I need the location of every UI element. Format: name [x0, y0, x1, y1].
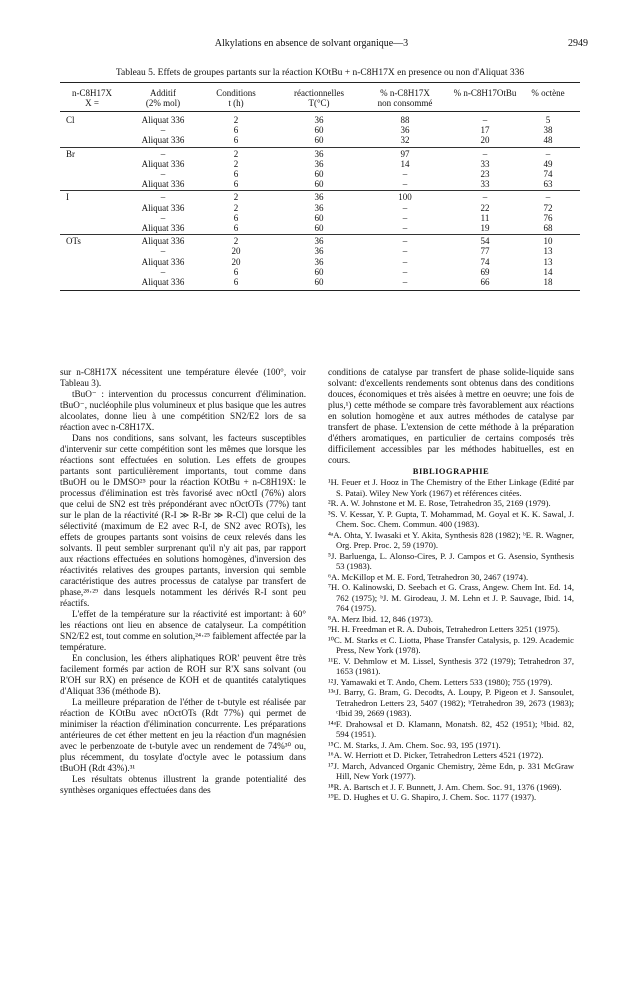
- paragraph: tBuO⁻ : intervention du processus concurrent d'élimination. tBuO⁻, nucléophile plus volumineux et plus basique que les autres alcoolates, donne lieu à une compétition SN2/E2 lors de sa réaction avec n-C8H17X.: [60, 389, 306, 432]
- table-cell: 11: [480, 212, 490, 223]
- reference-item: ¹⁷J. March, Advanced Organic Chemistry, 2ème Edn, p. 331 McGraw Hill, New York (1977).: [328, 760, 574, 781]
- table-cell: 14: [400, 158, 410, 169]
- table-cell: 2: [233, 148, 239, 159]
- table-cell: 76: [543, 212, 553, 223]
- table-cell: –: [160, 192, 166, 203]
- table-cell: 48: [543, 135, 553, 146]
- running-title: Alkylations en absence de solvant organique—3: [214, 38, 409, 49]
- table-cell: 74: [543, 169, 553, 179]
- table-cell: 88: [400, 115, 410, 125]
- reference-item: ⁷H. O. Kalinowski, D. Seebach et G. Crass, Angew. Chem Int. Ed. 14, 762 (1975); ᵇJ. M. Girodeau, J. M. Lehn et J. P. Sauvage, Ibid. 14, 764 (1975).: [328, 582, 574, 613]
- table-cell: 20: [231, 256, 241, 267]
- table-cell: 60: [314, 179, 324, 190]
- table-cell: 20: [231, 246, 241, 257]
- table-cell: 63: [543, 179, 553, 190]
- table-cell: Aliquat 336: [141, 115, 185, 125]
- table-cell: 2: [233, 236, 239, 247]
- table-cell: –: [402, 246, 408, 257]
- reference-item: ³S. V. Kessar, Y. P. Gupta, T. Mohammad, M. Goyal et K. K. Sawal, J. Chem. Soc. Chem. Commun. 400 (1983).: [328, 508, 574, 529]
- reference-list: [328, 477, 574, 803]
- table-cell: –: [402, 256, 408, 267]
- table-cell: 54: [480, 236, 490, 247]
- group-divider: [60, 190, 580, 191]
- column-header: % octène: [531, 88, 565, 98]
- table-cell: Aliquat 336: [141, 202, 185, 213]
- table-cell: 6: [233, 169, 239, 179]
- table-cell: –: [160, 246, 166, 257]
- table-cell: –: [402, 277, 408, 287]
- paragraph: conditions de catalyse par transfert de phase solide-liquide sans solvant: d'excellents rendements sont obtenus dans des conditions douces, économiques et très aisées à mettre en oeuvre; une fois de plus,¹) cette méthode se compare très favorablement aux réactions en solution homogène et aux autres méthodes de catalyse par transfert de phase. L'extension de cette méthode à la préparation d'éthers aromatiques, en particulier de certains composés très difficilement accessibles par les méthodes habituelles, est en cours.: [328, 367, 574, 465]
- table-cell: Aliquat 336: [141, 223, 185, 233]
- table-cell: 36: [314, 236, 324, 247]
- table-cell: 60: [314, 266, 324, 277]
- paragraph: L'effet de la température sur la réactivité est important: à 60° les réactions ont lieu en absence de catalyseur. La compétition SN2/E2 est, tout comme en solution,²⁴·²⁵ faiblement affectée par la température.: [60, 609, 306, 652]
- table-cell: 74: [480, 256, 490, 267]
- running-header: [0, 38, 623, 52]
- table-cell: –: [402, 179, 408, 190]
- column-header: Additif (2% mol): [145, 88, 181, 108]
- table-cell: 60: [314, 135, 324, 146]
- table-cell: 6: [233, 266, 239, 277]
- table-cell: 22: [480, 202, 490, 213]
- table-bottom-rule: [60, 290, 580, 291]
- table-cell: 6: [233, 179, 239, 190]
- table-cell: –: [545, 192, 551, 203]
- table-cell: –: [160, 148, 166, 159]
- table-cell: 6: [233, 125, 239, 136]
- table-cell: 60: [314, 277, 324, 287]
- table-cell: –: [402, 212, 408, 223]
- table-cell: 100: [398, 192, 412, 203]
- table-cell: 36: [314, 246, 324, 257]
- table-cell: –: [160, 169, 166, 179]
- reference-item: ¹²J. Yamawaki et T. Ando, Chem. Letters 533 (1980); 755 (1979).: [328, 676, 553, 687]
- table-cell: 60: [314, 125, 324, 136]
- column-header: Conditions t (h): [216, 88, 256, 108]
- table-cell: 36: [314, 115, 324, 125]
- table-cell: –: [402, 223, 408, 233]
- table-cell: 38: [543, 125, 553, 136]
- paragraph: En conclusion, les éthers aliphatiques ROR' peuvent être très facilement formés par action de ROH sur R'X sans solvant (ou R'OH sur RX) en présence de KOH et de quantités catalytiques d'Aliquat 336 (méthode B).: [60, 653, 306, 696]
- table-cell: 66: [480, 277, 490, 287]
- table-cell: –: [545, 148, 551, 159]
- table-cell: 6: [233, 277, 239, 287]
- table-cell: 14: [543, 266, 553, 277]
- table-cell: 23: [480, 169, 490, 179]
- table-cell: –: [402, 202, 408, 213]
- column-header: % n-C8H17X non consommé: [377, 88, 433, 108]
- table-cell: 2: [233, 158, 239, 169]
- table-cell: –: [482, 192, 488, 203]
- paragraph: La meilleure préparation de l'éther de t-butyle est réalisée par réaction de KOtBu avec nOctOTs (Rdt 77%) qui permet de minimiser la réaction d'élimination concurrente. Les préparations antérieures de cet éther mettent en jeu la réaction d'un magnésien avec le perbenzoate de t-butyle avec un rendement de 74%³⁰ ou, plus récemment, du tosylate d'octyle avec le potassium dans tBuOH (Rdt 43%).³¹: [60, 697, 306, 773]
- table-cell: –: [402, 236, 408, 247]
- reference-item: ¹⁶A. W. Herriott et D. Picker, Tetrahedron Letters 4521 (1972).: [328, 750, 544, 760]
- table-cell: –: [160, 125, 166, 136]
- table-cell: –: [402, 169, 408, 179]
- table-cell: 36: [314, 148, 324, 159]
- table-cell: 97: [400, 148, 410, 159]
- table-cell: Aliquat 336: [141, 158, 185, 169]
- reference-item: ¹¹E. V. Dehmlow et M. Lissel, Synthesis 372 (1979); Tetrahedron 37, 1653 (1981).: [328, 655, 574, 676]
- table-cell: Aliquat 336: [141, 236, 185, 247]
- table-cell: 36: [314, 158, 324, 169]
- table-cell: 77: [480, 246, 490, 257]
- table-cell: –: [160, 266, 166, 277]
- table-cell: –: [402, 266, 408, 277]
- table-cell: –: [160, 212, 166, 223]
- table-cell: 60: [314, 223, 324, 233]
- table-cell: 69: [480, 266, 490, 277]
- table-cell: 36: [400, 125, 410, 136]
- row-group-label: Cl: [66, 115, 75, 125]
- table-caption: Tableau 5. Effets de groupes partants sur la réaction KOtBu + n-C8H17X en presence ou non d'Aliquat 336: [115, 68, 525, 78]
- table-cell: 18: [543, 277, 553, 287]
- reference-item: ⁶A. McKillop et M. E. Ford, Tetrahedron 30, 2467 (1974).: [328, 571, 529, 582]
- reference-item: ¹H. Feuer et J. Hooz in The Chemistry of the Ether Linkage (Edité par S. Patai). Wiley New York (1967) et références citées.: [328, 477, 574, 498]
- column-header: % n-C8H17OtBu: [453, 88, 517, 98]
- table-cell: 6: [233, 135, 239, 146]
- row-group-label: I: [66, 192, 69, 203]
- table-cell: 36: [314, 192, 324, 203]
- table-cell: 68: [543, 223, 553, 233]
- table-cell: 19: [480, 223, 490, 233]
- table-cell: 33: [480, 179, 490, 190]
- table-cell: 72: [543, 202, 553, 213]
- table-cell: 10: [543, 236, 553, 247]
- reference-item: ¹⁴ᵃF. Drahowsal et D. Klamann, Monatsh. 82, 452 (1951); ᵇIbid. 82, 594 (1951).: [328, 718, 574, 739]
- column-header: n-C8H17X X =: [72, 88, 112, 108]
- table-cell: 36: [314, 256, 324, 267]
- table-cell: 32: [400, 135, 410, 146]
- table-header-rule: [60, 111, 580, 112]
- group-divider: [60, 147, 580, 148]
- table-cell: Aliquat 336: [141, 179, 185, 190]
- reference-item: ⁸A. Merz Ibid. 12, 846 (1973).: [328, 613, 433, 624]
- table-cell: Aliquat 336: [141, 277, 185, 287]
- table-cell: Aliquat 336: [141, 256, 185, 267]
- table-cell: 60: [314, 212, 324, 223]
- table-cell: 6: [233, 223, 239, 233]
- reference-item: ⁴ᵃA. Ohta, Y. Iwasaki et Y. Akita, Synthesis 828 (1982); ᵇE. R. Wagner, Org. Prep. Proc. 2, 59 (1970).: [328, 529, 574, 550]
- table-cell: 6: [233, 212, 239, 223]
- paragraph: sur n-C8H17X nécessitent une température élevée (100°, voir Tableau 3).: [60, 367, 306, 388]
- row-group-label: OTs: [66, 236, 81, 247]
- reference-item: ⁹H. H. Freedman et R. A. Dubois, Tetrahedron Letters 3251 (1975).: [328, 624, 560, 634]
- table-cell: 60: [314, 169, 324, 179]
- row-group-label: Br: [66, 148, 75, 159]
- reference-item: ¹³ᵃJ. Barry, G. Bram, G. Decodts, A. Loupy, P. Pigeon et J. Sansoulet, Tetrahedron Letters 23, 5407 (1982); ᵇTetrahedron 39, 2673 (1983); ᶜIbid 39, 2669 (1983).: [328, 687, 574, 718]
- table-cell: 36: [314, 202, 324, 213]
- table-cell: 13: [543, 246, 553, 257]
- right-column: [328, 367, 574, 803]
- bibliography-title: BIBLIOGRAPHIE: [412, 466, 490, 476]
- table-cell: 20: [480, 135, 490, 146]
- table-cell: –: [482, 115, 488, 125]
- paragraph: Dans nos conditions, sans solvant, les facteurs susceptibles d'intervenir sur cette compétition sont les mêmes que lorsque les réactions sont effectuées en solution. Les effets de groupes partants sont particulièrement importants, tout comme dans tBuOH ou le DMSO²⁵ pour la réaction KOtBu + n-C8H19X: le processus d'élimination est très favorisé avec nOctI (76%) alors que celui de SN2 est très prépondérant avec nOctOTs (77%) tant sur le plan de la réactivité (R-I ≫ R-Br ≫ R-Cl) que celui de la sélectivité (maximum de E2 avec R-I, de SN2 avec ROTs), les effets de groupes partants sont voisins de ceux relevés dans les solvants. Il peut sembler surprenant qu'il n'y ait pas, par rapport aux réactions effectuées en solutions homogènes, d'inversion des réactivités relatives des groupes partants, inversion qui semble caractéristique des autres processus de catalyse par transfert de phase,²⁸·²⁹ dans lesquels notamment les dérivés R-I sont peu réactifs.: [60, 433, 306, 608]
- reference-item: ¹⁰C. M. Starks et C. Liotta, Phase Transfer Catalysis, p. 129. Academic Press, New York (1978).: [328, 634, 574, 655]
- group-divider: [60, 234, 580, 235]
- paragraph: Les résultats obtenus illustrent la grande potentialité des synthèses organiques effectuées dans des: [60, 774, 306, 795]
- table-cell: 49: [543, 158, 553, 169]
- table-cell: 13: [543, 256, 553, 267]
- reference-item: ⁵J. Barluenga, L. Alonso-Cires, P. J. Campos et G. Asensio, Synthesis 53 (1983).: [328, 550, 574, 571]
- table-cell: 5: [545, 115, 551, 125]
- reference-item: ²R. A. W. Johnstone et M. E. Rose, Tetrahedron 35, 2169 (1979).: [328, 498, 551, 508]
- table-cell: 2: [233, 192, 239, 203]
- reference-item: ¹⁵C. M. Starks, J. Am. Chem. Soc. 93, 195 (1971).: [328, 739, 501, 750]
- reference-item: ¹⁸R. A. Bartsch et J. F. Bunnett, J. Am. Chem. Soc. 91, 1376 (1969).: [328, 781, 562, 792]
- left-column: [60, 367, 306, 796]
- table-cell: 2: [233, 202, 239, 213]
- table-cell: 33: [480, 158, 490, 169]
- table-cell: 17: [480, 125, 490, 136]
- table-top-rule: [60, 82, 580, 83]
- reference-item: ¹⁹E. D. Hughes et U. G. Shapiro, J. Chem. Soc. 1177 (1937).: [328, 792, 537, 802]
- page-number: 2949: [568, 38, 588, 49]
- column-header: réactionnelles T(°C): [294, 88, 344, 108]
- table-cell: Aliquat 336: [141, 135, 185, 146]
- table-cell: –: [482, 148, 488, 159]
- table-cell: 2: [233, 115, 239, 125]
